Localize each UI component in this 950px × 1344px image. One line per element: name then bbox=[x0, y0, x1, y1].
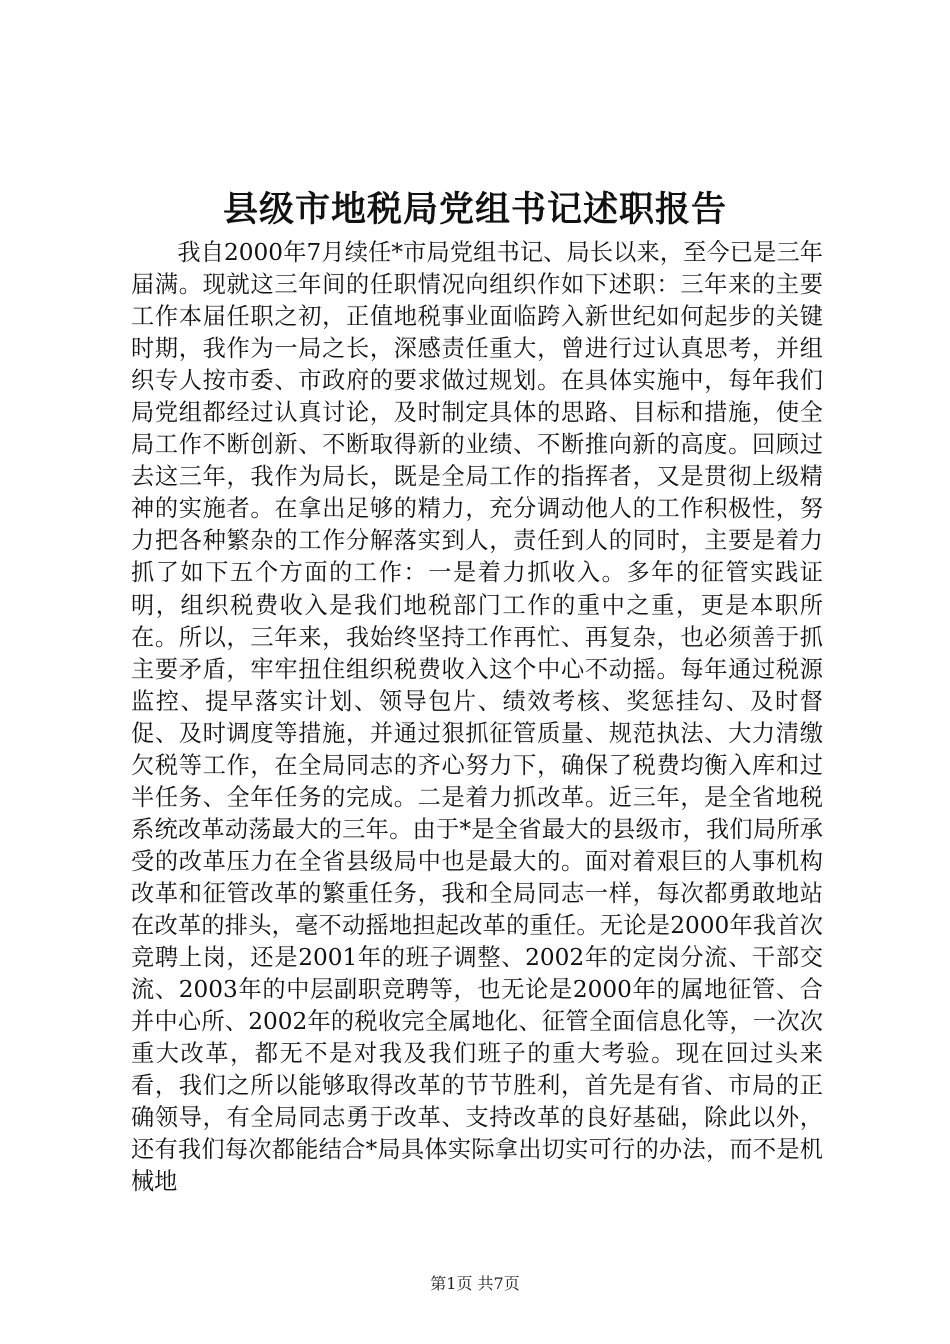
page-number: 第1页 共7页 bbox=[430, 1274, 520, 1293]
body-paragraph: 我自2000年7月续任*市局党组书记、局长以来，至今已是三年届满。现就这三年间的任职情况向组织作如下述职：三年来的主要工作本届任职之初，正值地税事业面临跨入新世纪如何起步的关键时期，我作为一局之长，深感责任重大，曾进行过认真思考，并组织专人按市委、市政府的要求做过规划。在具体实施中，每年我们局党组都经过认真讨论，及时制定具体的思路、目标和措施，使全局工作不断创新、不断取得新的业绩、不断推向新的高度。回顾过去这三年，我作为局长，既是全局工作的指挥者，又是贯彻上级精神的实施者。在拿出足够的精力，充分调动他人的工作积极性，努力把各种繁杂的工作分解落实到人，责任到人的同时，主要是着力抓了如下五个方面的工作：一是着力抓收入。多年的征管实践证明，组织税费收入是我们地税部门工作的重中之重，更是本职所在。所以，三年来，我始终坚持工作再忙、再复杂，也必须善于抓主要矛盾，牢牢扭住组织税费收入这个中心不动摇。每年通过税源监控、提早落实计划、领导包片、绩效考核、奖惩挂勾、及时督促、及时调度等措施，并通过狠抓征管质量、规范执法、大力清缴欠税等工作，在全局同志的齐心努力下，确保了税费均衡入库和过半任务、全年任务的完成。二是着力抓改革。近三年，是全省地税系统改革动荡最大的三年。由于*是全省最大的县级市，我们局所承受的改革压力在全省县级局中也是最大的。面对着艰巨的人事机构改革和征管改革的繁重任务，我和全局同志一样，每次都勇敢地站在改革的排头，毫不动摇地担起改革的重任。无论是2000年我首次竞聘上岗，还是2001年的班子调整、2002年的定岗分流、干部交流、2003年的中层副职竞聘等，也无论是2000年的属地征管、合并中心所、2002年的税收完全属地化、征管全面信息化等，一次次重大改革，都无不是对我及我们班子的重大考验。现在回过头来看，我们之所以能够取得改革的节节胜利，首先是有省、市局的正确领导，有全局同志勇于改革、支持改革的良好基础，除此以外，还有我们每次都能结合*局具体实际拿出切实可行的办法，而不是机械地 bbox=[131, 239, 823, 1196]
document-title: 县级市地税局党组书记述职报告 bbox=[222, 189, 727, 230]
